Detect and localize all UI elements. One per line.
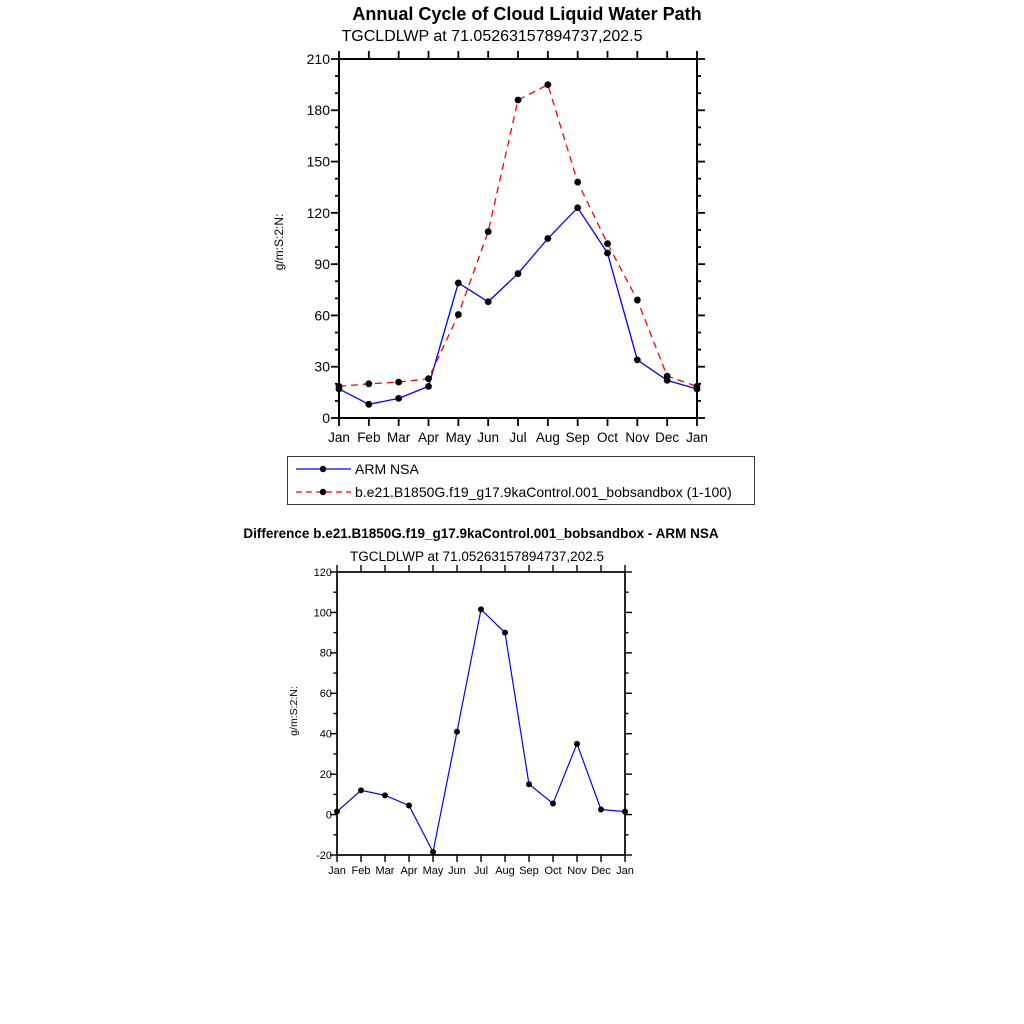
y-tick-label: 60 xyxy=(319,688,332,701)
series-line xyxy=(337,609,625,852)
data-point-marker xyxy=(634,356,641,363)
x-tick-label: Aug xyxy=(495,865,515,877)
x-tick-label: Feb xyxy=(357,430,381,445)
data-point-marker xyxy=(478,606,484,612)
x-tick-label: May xyxy=(445,430,472,445)
legend-marker-icon xyxy=(320,466,326,472)
x-tick-label: Aug xyxy=(535,430,560,445)
x-tick-label: Jul xyxy=(473,865,489,877)
x-tick-label: Dec xyxy=(591,865,611,877)
top-chart-subtitle: TGCLDLWP at 71.05263157894737,202.5 xyxy=(341,28,643,45)
x-tick-label: Dec xyxy=(655,430,680,445)
x-tick-label: Jan xyxy=(616,865,634,877)
data-point-marker xyxy=(455,280,462,287)
data-point-marker xyxy=(515,97,522,104)
y-tick-label: 60 xyxy=(314,307,330,324)
data-point-marker xyxy=(622,809,628,815)
data-point-marker xyxy=(395,395,402,402)
legend-sample-solid-line xyxy=(295,462,352,476)
legend-sample-dashed-line xyxy=(295,485,352,499)
x-tick-label: Oct xyxy=(544,865,562,877)
legend-label-arm-nsa: ARM NSA xyxy=(355,461,419,478)
y-tick-label: 210 xyxy=(306,50,330,67)
data-point-marker xyxy=(574,204,581,211)
x-tick-label: Oct xyxy=(596,430,619,445)
data-point-marker xyxy=(395,379,402,386)
x-tick-label: Jun xyxy=(477,430,500,445)
x-tick-label: Sep xyxy=(519,865,539,877)
bottom-chart-plot xyxy=(288,565,634,877)
legend-marker-icon xyxy=(320,488,326,494)
y-tick-label: 30 xyxy=(314,358,330,375)
x-tick-label: Jan xyxy=(328,865,346,877)
data-point-marker xyxy=(544,81,551,88)
y-axis-label: g/m:S:2:N: xyxy=(272,213,286,271)
x-tick-label: Mar xyxy=(387,430,411,445)
data-point-marker xyxy=(574,741,580,747)
data-point-marker xyxy=(634,297,641,304)
data-point-marker xyxy=(358,787,364,793)
top-chart-title: Annual Cycle of Cloud Liquid Water Path xyxy=(352,4,702,24)
x-tick-label: Apr xyxy=(400,865,418,877)
x-tick-label: Jan xyxy=(328,430,350,445)
series-line xyxy=(339,85,697,387)
x-tick-label: Sep xyxy=(565,430,590,445)
bottom-chart-title: Difference b.e21.B1850G.f19_g17.9kaControl.001_bobsandbox - ARM NSA xyxy=(243,526,719,541)
series-line xyxy=(339,208,697,405)
data-point-marker xyxy=(604,250,611,257)
y-tick-label: 90 xyxy=(314,256,330,273)
y-tick-label: 0 xyxy=(325,809,332,822)
y-tick-label: 80 xyxy=(319,647,332,660)
data-point-marker xyxy=(485,298,492,305)
y-tick-label: 180 xyxy=(306,102,330,119)
bottom-chart-subtitle: TGCLDLWP at 71.05263157894737,202.5 xyxy=(350,549,604,564)
y-tick-label: 120 xyxy=(306,204,330,221)
data-point-marker xyxy=(455,311,462,318)
data-point-marker xyxy=(365,380,372,387)
x-tick-label: Jan xyxy=(686,430,708,445)
y-tick-label: 150 xyxy=(306,153,330,170)
data-point-marker xyxy=(365,401,372,408)
legend-item-arm-nsa xyxy=(288,459,754,479)
x-tick-label: Mar xyxy=(375,865,395,877)
x-tick-label: Apr xyxy=(417,430,440,445)
y-tick-label: 100 xyxy=(313,607,332,620)
data-point-marker xyxy=(425,383,432,390)
legend xyxy=(287,456,755,505)
data-point-marker xyxy=(544,235,551,242)
y-tick-label: 20 xyxy=(319,768,332,781)
data-point-marker xyxy=(454,729,460,735)
y-tick-label: 0 xyxy=(322,409,330,426)
data-point-marker xyxy=(336,383,343,390)
legend-label-model: b.e21.B1850G.f19_g17.9kaControl.001_bobsandbox (1-100) xyxy=(355,483,732,500)
data-point-marker xyxy=(694,383,701,390)
x-tick-label: May xyxy=(422,865,444,877)
x-tick-label: Nov xyxy=(567,865,587,877)
data-point-marker xyxy=(430,849,436,855)
y-tick-label: 120 xyxy=(313,566,332,579)
data-point-marker xyxy=(334,809,340,815)
data-point-marker xyxy=(550,800,556,806)
data-point-marker xyxy=(502,630,508,636)
legend-item-model xyxy=(288,482,754,502)
x-tick-label: Feb xyxy=(351,865,371,877)
data-point-marker xyxy=(425,375,432,382)
data-point-marker xyxy=(604,240,611,247)
y-axis-label: g/m:S:2:N: xyxy=(288,686,300,736)
x-tick-label: Jun xyxy=(448,865,466,877)
y-tick-label: 40 xyxy=(319,728,332,741)
x-tick-label: Nov xyxy=(625,430,650,445)
data-point-marker xyxy=(382,792,388,798)
y-tick-label: -20 xyxy=(316,849,332,862)
data-point-marker xyxy=(515,270,522,277)
data-point-marker xyxy=(526,781,532,787)
top-chart-plot xyxy=(272,51,708,445)
x-tick-label: Jul xyxy=(509,430,527,445)
data-point-marker xyxy=(406,802,412,808)
data-point-marker xyxy=(574,179,581,186)
plot-frame xyxy=(337,572,625,855)
data-point-marker xyxy=(598,807,604,813)
data-point-marker xyxy=(485,228,492,235)
data-point-marker xyxy=(664,373,671,380)
